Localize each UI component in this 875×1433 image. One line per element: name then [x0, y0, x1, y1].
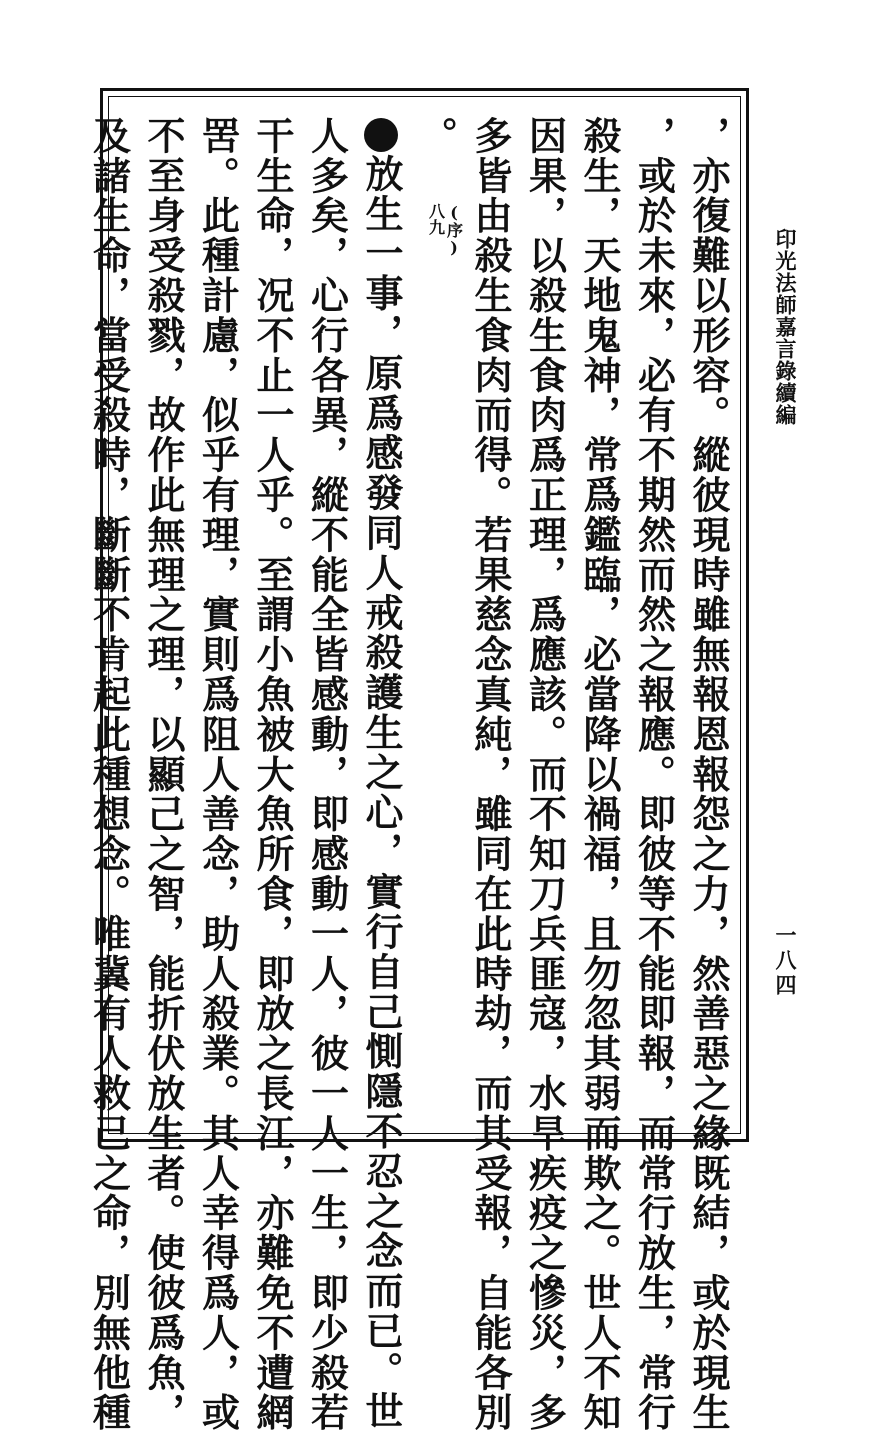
text-column-10: 罟。此種計慮，似乎有理，實則爲阻人善念，助人殺業。其人幸得爲人，或 — [195, 116, 241, 1433]
running-head: 印光法師嘉言錄續編 — [773, 228, 798, 426]
text-column-7 — [354, 116, 409, 1431]
source-note-line-1: (序) — [444, 202, 464, 257]
bullet-dot-icon — [364, 118, 398, 152]
text-column-6 — [408, 116, 463, 1126]
text-column-12: 及諸生命，當受殺時，斷斷不肯起此種想念。唯冀有人救己之命，別無他種 — [86, 116, 132, 1433]
text-column-9: 干生命，况不止一人乎。至謂小魚被大魚所食，即放之長江，亦難免不遭網 — [250, 116, 295, 1433]
text-column-8: 人多矣，心行各異，縱不能全皆感動，即感動一人，彼一人一生，即少殺若 — [304, 116, 350, 1433]
page-number: 一八四 — [773, 924, 798, 999]
text-column-7-text: 放生一事，原爲感發同人戒殺護生之心，實行自己惻隱不忍之念而已。世 — [359, 154, 404, 1431]
source-note — [427, 203, 463, 257]
text-column-6-text: 。 — [413, 116, 459, 156]
text-column-1: ，亦復難以形容。縱彼現時雖無報恩報怨之力，然善惡之緣既結，或於現生 — [686, 116, 731, 1433]
source-note-line-2: 八九 — [426, 202, 446, 235]
text-column-4: 因果，以殺生食肉爲正理，爲應該。而不知刀兵匪寇，水旱疾疫之慘災，多 — [522, 116, 568, 1433]
text-column-2: ，或於未來，必有不期然而然之報應。即彼等不能即報，而常行放生，常行 — [631, 116, 677, 1433]
body-text — [81, 116, 735, 1433]
text-column-5: 多皆由殺生食肉而得。若果慈念真純，雖同在此時劫，而其受報，自能各別 — [468, 116, 513, 1433]
text-column-11: 不至身受殺戮，故作此無理之理，以顯己之智，能折伏放生者。使彼爲魚， — [141, 116, 186, 1433]
text-column-3: 殺生，天地鬼神，常爲鑑臨，必當降以禍福，且勿忽其弱而欺之。世人不知 — [577, 116, 622, 1433]
